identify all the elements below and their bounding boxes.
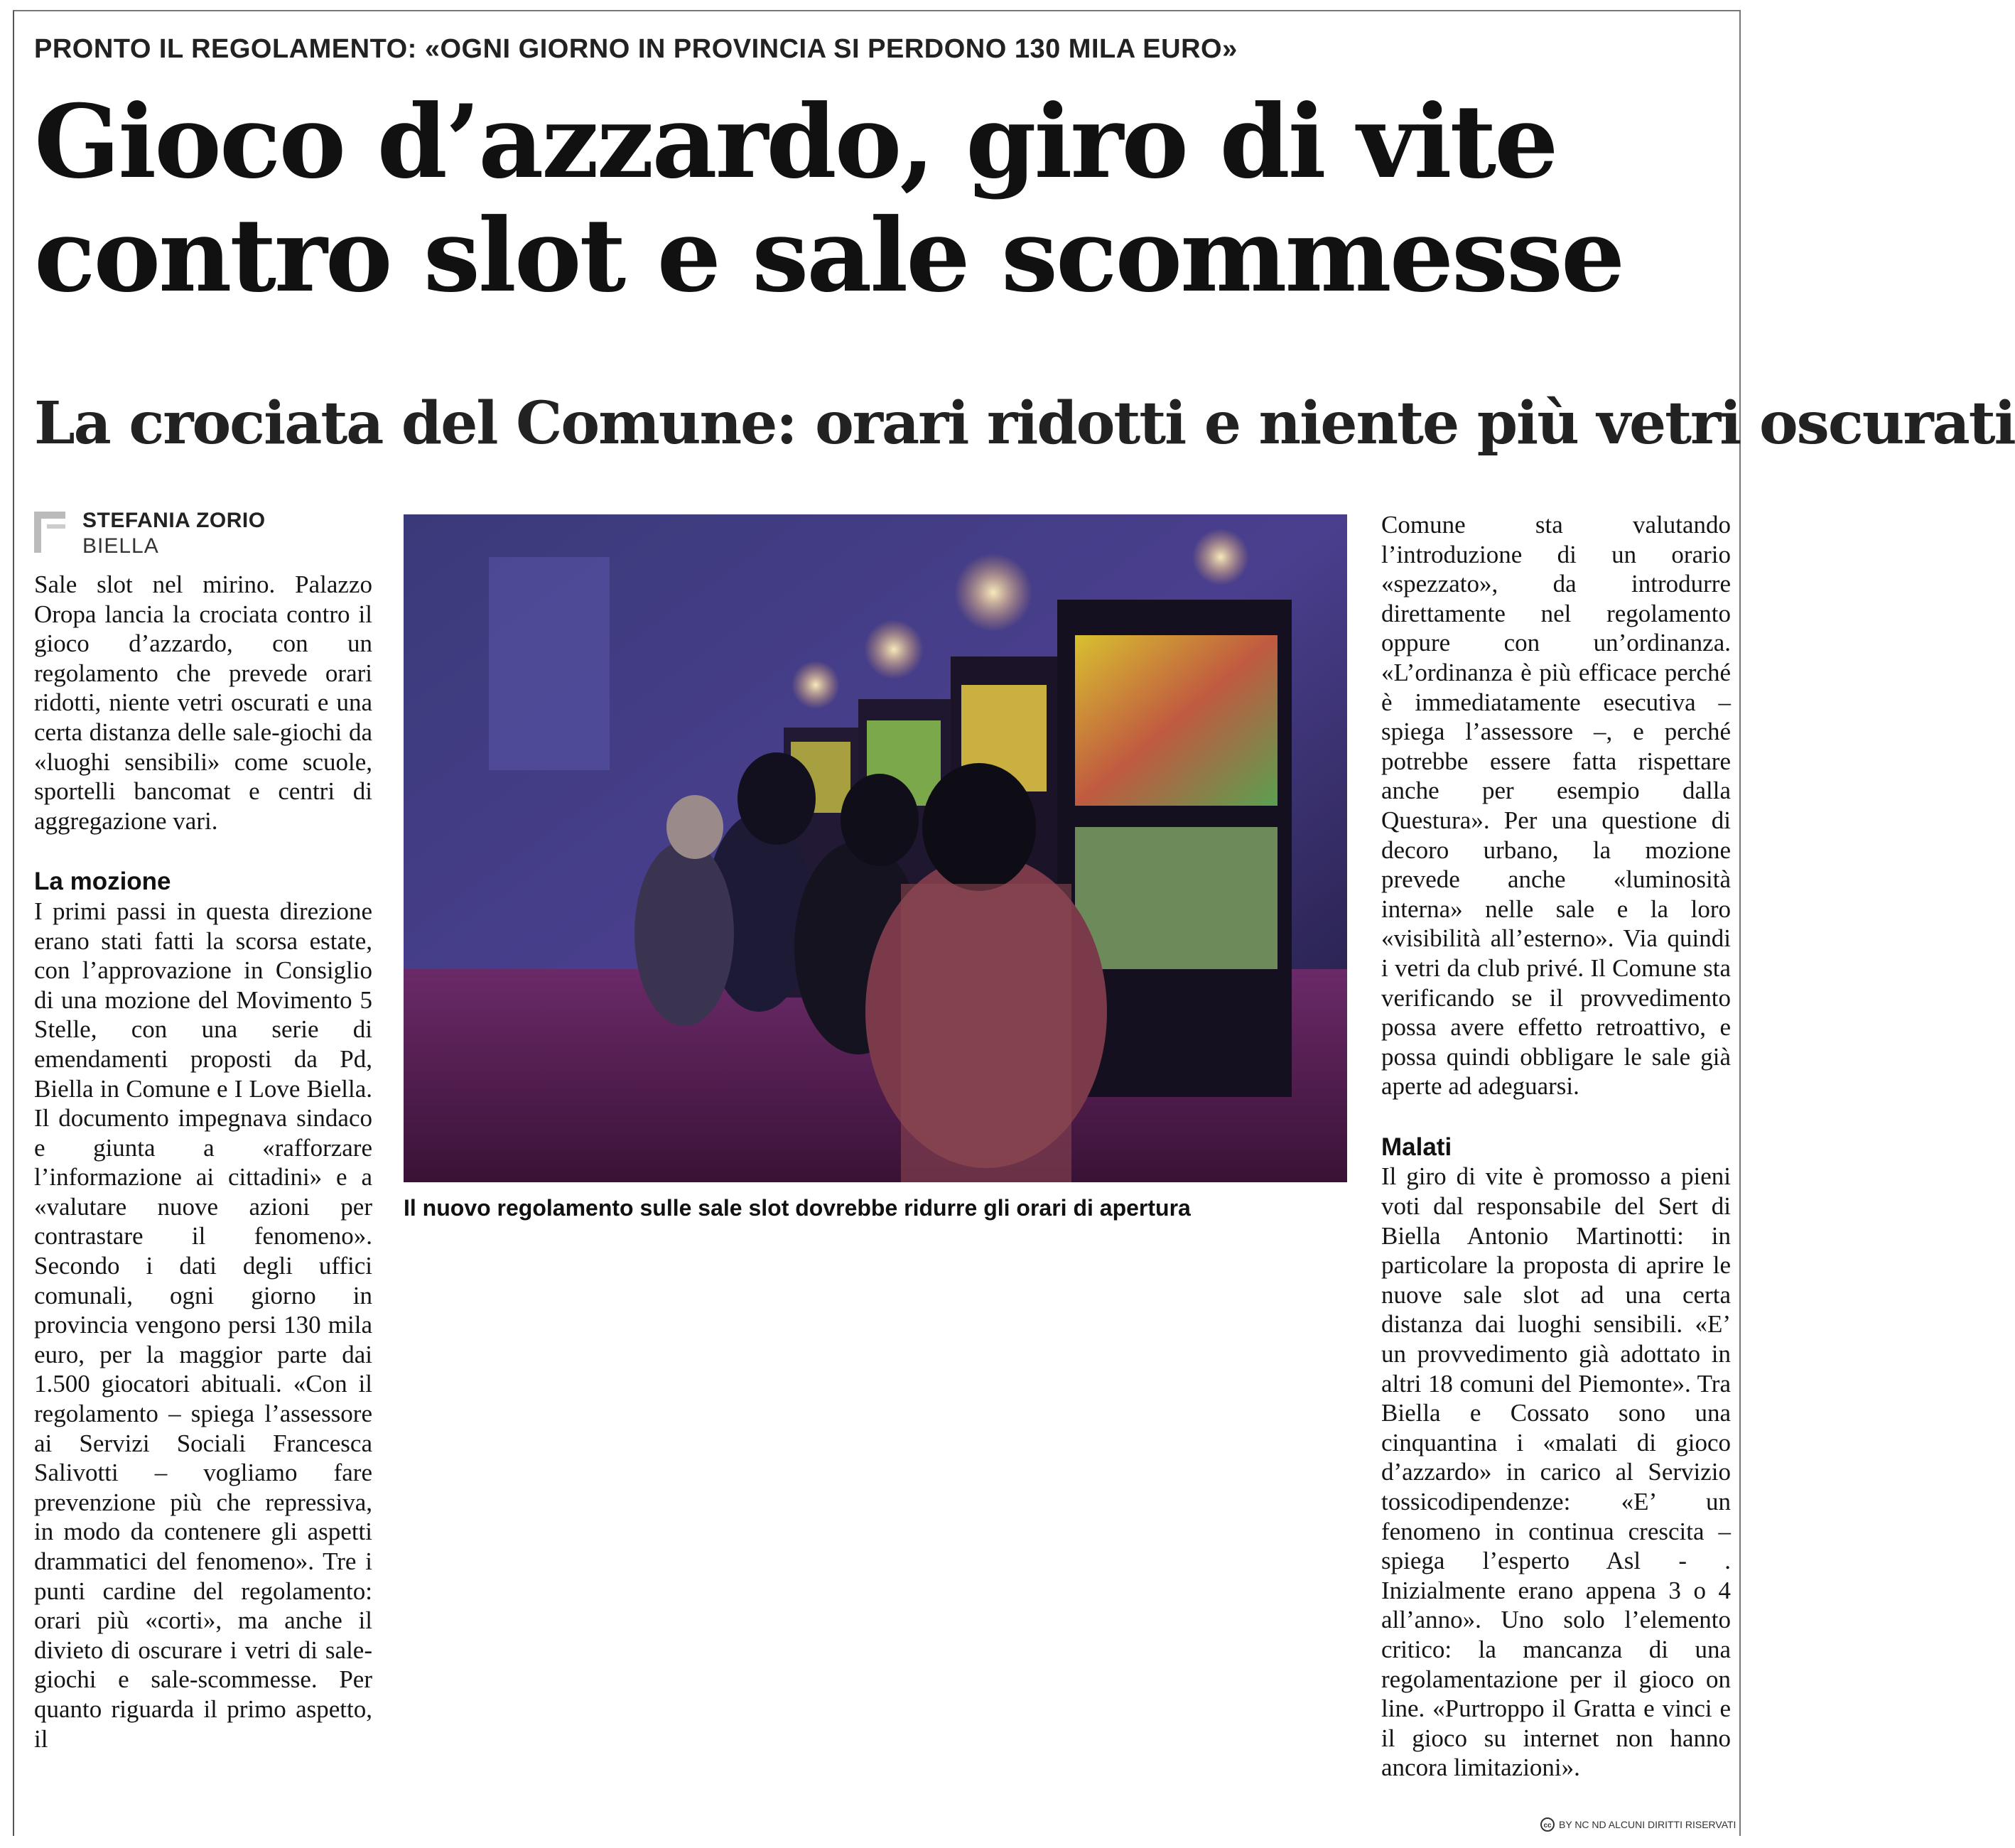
article-location: BIELLA — [82, 534, 159, 558]
byline-mark-icon — [34, 512, 65, 553]
license-text: BY NC ND ALCUNI DIRITTI RISERVATI — [1559, 1819, 1736, 1830]
article-subheadline: La crociata del Comune: orari ridotti e niente più vetri oscurati — [34, 389, 2015, 458]
article-body-paragraph: Comune sta valutando l’introduzione di un orario «spezzato», da introdurre direttamente nel regolamento oppure con un’ordinanza. «L’ordinanza è più efficace perché è immediatamente esecutiva – spiega l’assessore –, e perché potrebbe essere fatta rispettare anche per esempio dalla Questura». Per una questione di decoro urbano, la mozione prevede anche «luminosità interna» nelle sale e la loro «visibilità all’esterno». Via quindi i vetri da club privé. Il Comune sta verificando se il provvedimento possa avere effetto retroattivo, e possa quindi obbligare le sale già aperte ad adeguarsi. — [1381, 511, 1731, 1101]
article-kicker: PRONTO IL REGOLAMENTO: «OGNI GIORNO IN PROVINCIA SI PERDONO 130 MILA EURO» — [34, 34, 1238, 64]
text-column-right — [1381, 510, 1731, 1783]
slot-machine-photo-illustration — [404, 514, 1347, 1182]
article-body-paragraph: I primi passi in questa direzione erano stati fatti la scorsa estate, con l’approvazione in Consiglio di una mozione del Movimento 5 Stelle, con una serie di emendamenti proposti da Pd, Biella in Comune e I Love Biella. Il documento impegnava sindaco e giunta a «rafforzare l’informazione ai cittadini» e a «valutare nuove azioni per contrastare il fenomeno». Secondo i dati degli uffici comunali, ogni giorno in provincia vengono persi 130 mila euro, per la maggior parte dai 1.500 giocatori abituali. «Con il regolamento – spiega l’assessore ai Servizi Sociali Francesca Salivotti – vogliamo fare prevenzione più che repressiva, in modo da contenere gli aspetti drammatici del fenomeno». Tre i punti cardine del regolamento: orari più «corti», ma anche il divieto di oscurare i vetri di sale-giochi e sale-scommesse. Per quanto riguarda il primo aspetto, il — [34, 897, 372, 1753]
photo-caption: Il nuovo regolamento sulle sale slot dovrebbe ridurre gli orari di apertura — [404, 1195, 1191, 1221]
article-body-paragraph: Il giro di vite è promosso a pieni voti dal responsabile del Sert di Biella Antonio Martinotti: in particolare la proposta di aprire le nuove sale slot ad una certa distanza dai luoghi sensibili. «E’ un provvedimento già adottato in altri 18 comuni del Piemonte». Tra Biella e Cossato sono una cinquantina i «malati di gioco d’azzardo» in carico al Servizio tossicodipendenze: «E’ un fenomeno in continua crescita – spiega l’esperto Asl - . Inizialmente erano appena 3 o 4 all’anno». Uno solo l’elemento critico: la mancanza di una regolamentazione per il gioco on line. «Purtroppo il Gratta e vinci e il gioco su internet non hanno ancora limitazioni». — [1381, 1162, 1731, 1782]
section-heading-mozione: La mozione — [34, 868, 171, 896]
text-column-left — [34, 570, 372, 1754]
article-author: STEFANIA ZORIO — [82, 509, 266, 532]
article-intro-paragraph: Sale slot nel mirino. Palazzo Oropa lancia la crociata contro il gioco d’azzardo, con un regolamento che prevede orari ridotti, niente vetri oscurati e una certa distanza delle sale-giochi da «luoghi sensibili» come scuole, sportelli bancomat e centri di aggregazione vari. — [34, 571, 372, 835]
article-headline: Gioco d’azzardo, giro di vite contro slot e sale scommesse — [34, 83, 1624, 315]
license-notice — [1540, 1817, 1736, 1832]
cc-icon: cc — [1540, 1817, 1555, 1832]
article-photo — [404, 514, 1347, 1182]
section-heading-malati: Malati — [1381, 1133, 1452, 1161]
